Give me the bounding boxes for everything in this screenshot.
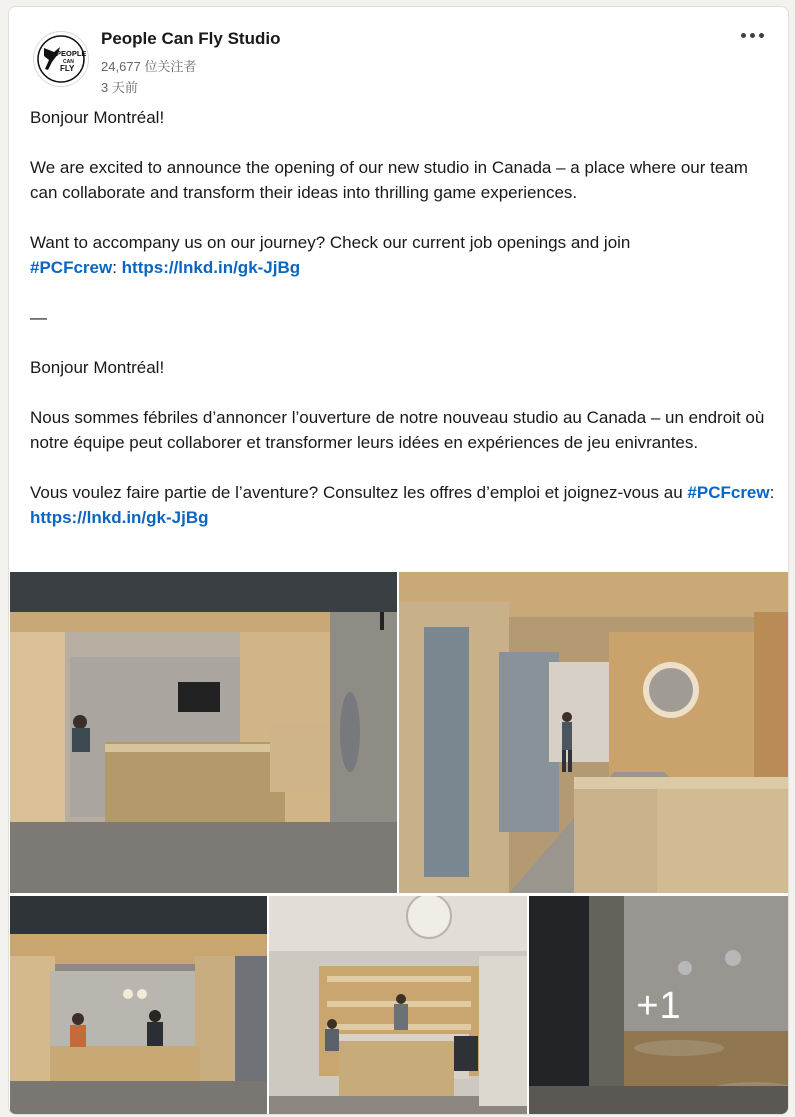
post-timestamp: 3 天前	[101, 80, 138, 95]
hashtag-link[interactable]: #PCFcrew	[30, 258, 113, 277]
more-horizontal-icon	[741, 33, 746, 38]
hashtag-link[interactable]: #PCFcrew	[687, 483, 770, 502]
job-openings-link[interactable]: https://lnkd.in/gk-JjBg	[121, 258, 301, 277]
more-horizontal-icon-dot	[759, 33, 764, 38]
office-kitchen-photo	[269, 896, 527, 1115]
separator-text: :	[112, 258, 122, 277]
post-body	[30, 105, 775, 530]
post-paragraph: Bonjour Montréal!	[30, 108, 165, 127]
post-paragraph: Nous sommes fébriles d’annoncer l’ouverture de notre nouveau studio au Canada – un endroit où notre équipe peut collaborer et transformer leurs idées en expériences de jeu enivrantes.	[30, 408, 765, 452]
post-image-1[interactable]	[10, 572, 397, 893]
office-hallway-photo	[399, 572, 789, 893]
logo-text-line1: PEOPLE	[56, 49, 86, 58]
logo-text-line2: CAN	[63, 59, 74, 65]
more-photos-count: +1	[636, 984, 682, 1027]
post-image-5-more[interactable]	[529, 896, 789, 1115]
people-can-fly-logo-icon	[36, 34, 86, 84]
post-image-2[interactable]	[399, 572, 789, 893]
office-reception-photo	[10, 572, 397, 893]
post-header	[9, 7, 788, 103]
office-lounge-photo	[10, 896, 267, 1115]
more-horizontal-icon-dot	[750, 33, 755, 38]
separator-text: :	[769, 483, 775, 502]
post-paragraph	[30, 230, 775, 280]
post-image-4[interactable]	[269, 896, 527, 1115]
post-paragraph-text: Want to accompany us on our journey? Check our current job openings and join	[30, 233, 631, 252]
more-photos-overlay[interactable]	[529, 896, 789, 1115]
company-logo[interactable]	[33, 31, 89, 87]
logo-text-line3: FLY	[60, 64, 75, 73]
job-openings-link[interactable]: https://lnkd.in/gk-JjBg	[30, 508, 209, 527]
more-options-button[interactable]	[732, 21, 772, 49]
follower-count: 24,677 位关注者	[101, 59, 197, 74]
feed-post-card	[8, 6, 789, 1115]
language-divider: —	[30, 308, 47, 327]
post-paragraph: Bonjour Montréal!	[30, 358, 165, 377]
post-paragraph	[30, 480, 775, 530]
post-paragraph: We are excited to announce the opening of our new studio in Canada – a place where our team can collaborate and transform their ideas into thrilling game experiences.	[30, 158, 748, 202]
post-paragraph-text: Vous voulez faire partie de l’aventure? Consultez les offres d’emploi et joignez-vous au	[30, 483, 688, 502]
company-name-link[interactable]: People Can Fly Studio	[101, 29, 281, 48]
post-image-3[interactable]	[10, 896, 267, 1115]
